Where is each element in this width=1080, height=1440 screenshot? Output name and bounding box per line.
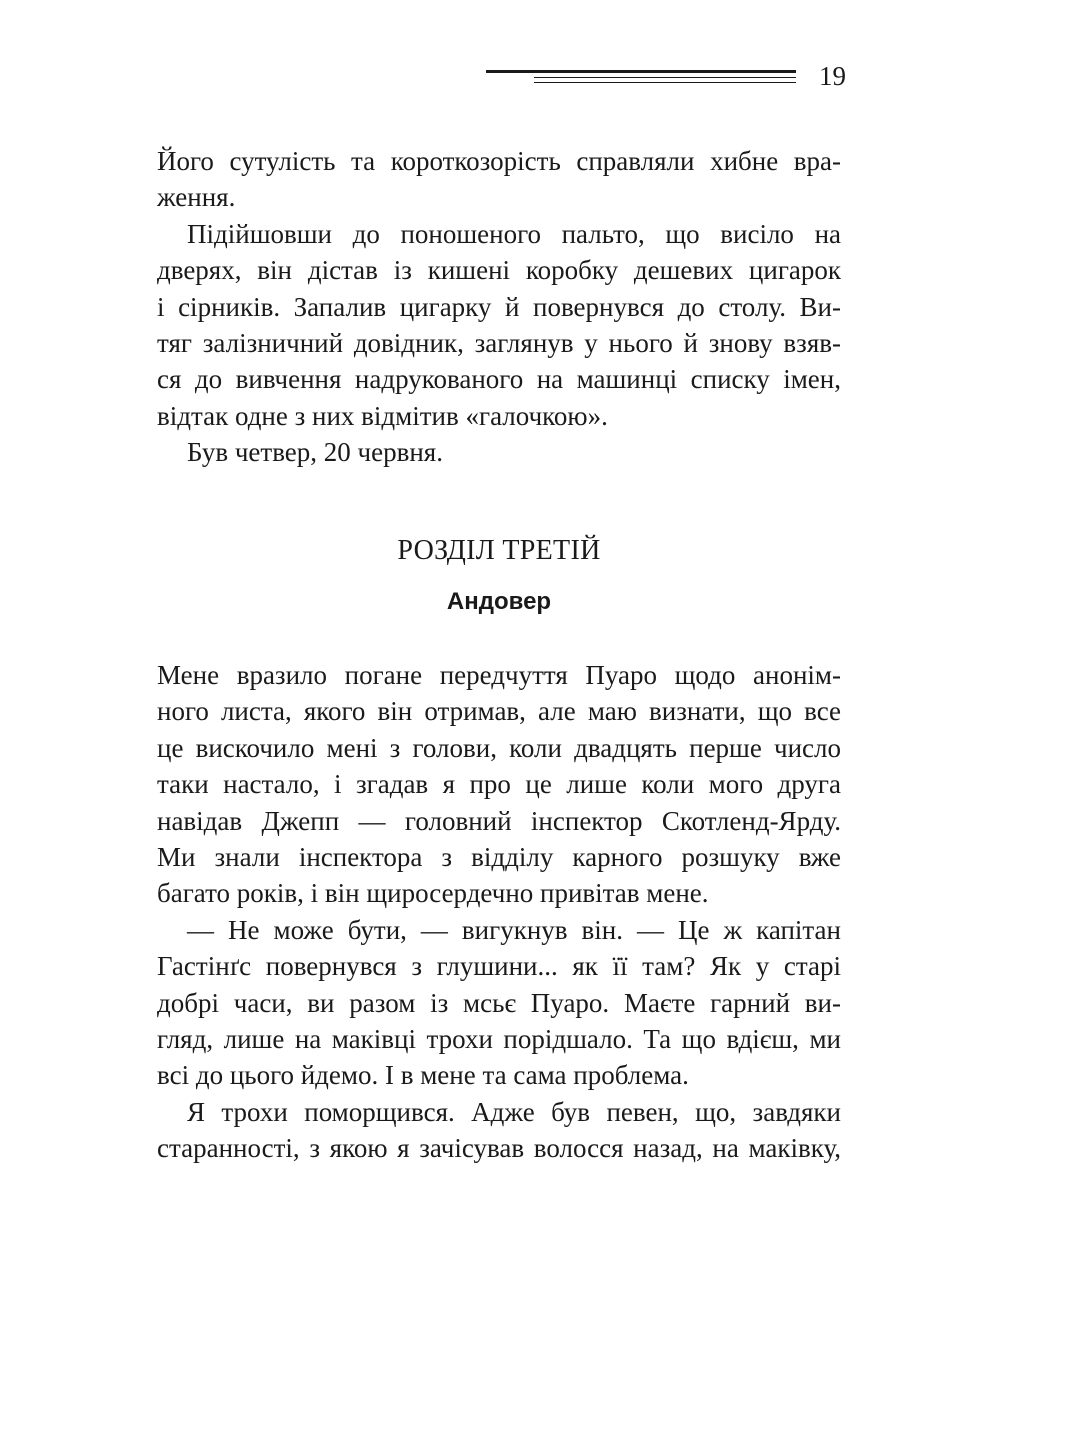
paragraph-line xyxy=(157,730,841,766)
paragraph-line xyxy=(157,839,841,875)
paragraph xyxy=(157,657,841,693)
paragraph-line xyxy=(157,693,841,729)
text-line: ного листа, якого він отримав, але маю визнати, що все xyxy=(157,696,841,727)
text-line: навідав Джепп — головний інспектор Скотленд-Ярду. xyxy=(157,805,841,836)
paragraph-line xyxy=(157,875,841,911)
text-line: гляд, лише на маківці трохи порідшало. Та що вдієш, ми xyxy=(157,1024,841,1055)
text-line: багато років, і він щиросердечно привітав мене. xyxy=(157,878,709,909)
running-header xyxy=(486,58,846,94)
text-line: Гастінґс повернувся з глушини... як її там? Як у старі xyxy=(157,951,841,982)
header-rule-thin xyxy=(534,77,796,78)
text-line: таки настало, і згадав я про це лише коли мого друга xyxy=(157,769,841,800)
text-line: Підійшовши до поношеного пальто, що висіло на xyxy=(187,218,841,249)
paragraph-line xyxy=(157,948,841,984)
text-line: — Не може бути, — вигукнув він. — Це ж капітан xyxy=(187,914,841,945)
text-line: ження. xyxy=(157,182,236,213)
paragraph-line xyxy=(157,398,841,434)
text-line: всі до цього йдемо. І в мене та сама проблема. xyxy=(157,1060,689,1091)
paragraph-line xyxy=(157,766,841,802)
body-text-section-one xyxy=(157,143,841,471)
text-line: тяг залізничний довідник, заглянув у нього й знову взяв- xyxy=(157,328,841,359)
chapter-title: РОЗДІЛ ТРЕТІЙ xyxy=(397,535,601,566)
paragraph-line xyxy=(157,289,841,325)
text-line: Його сутулість та короткозорість справляли хибне вра- xyxy=(157,146,841,176)
paragraph-line xyxy=(157,325,841,361)
paragraph xyxy=(157,912,841,948)
text-line: відтак одне з них відмітив «галочкою». xyxy=(157,400,608,431)
paragraph xyxy=(157,434,841,470)
header-rule-thin xyxy=(534,82,796,83)
text-line: Був четвер, 20 червня. xyxy=(187,437,443,468)
text-line: Ми знали інспектора з відділу карного розшуку вже xyxy=(157,842,841,873)
paragraph-line xyxy=(157,1057,841,1093)
paragraph-line xyxy=(157,985,841,1021)
text-line: і сірників. Запалив цигарку й повернувся до столу. Ви- xyxy=(157,291,841,322)
page-number: 19 xyxy=(819,61,846,91)
paragraph-line xyxy=(157,1021,841,1057)
paragraph-line xyxy=(157,252,841,288)
text-line: дверях, він дістав із кишені коробку дешевих цигарок xyxy=(157,255,841,286)
paragraph xyxy=(157,216,841,252)
chapter-subtitle: Андовер xyxy=(446,588,552,615)
paragraph xyxy=(157,143,841,179)
paragraph xyxy=(157,179,841,215)
header-rule-thick xyxy=(486,70,796,73)
text-line: Я трохи поморщився. Адже був певен, що, завдяки xyxy=(187,1096,841,1127)
text-line: Мене вразило погане передчуття Пуаро щодо анонім- xyxy=(157,660,841,690)
text-line: ся до вивчення надрукованого на машинці списку імен, xyxy=(157,364,841,395)
paragraph xyxy=(157,1094,841,1130)
body-text-section-two xyxy=(157,657,841,1167)
text-line: це вискочило мені з голови, коли двадцять перше число xyxy=(157,732,841,763)
paragraph-line xyxy=(157,361,841,397)
text-line: старанності, з якою я зачісував волосся назад, на маківку, xyxy=(157,1133,841,1164)
text-line: добрі часи, ви разом із мсьє Пуаро. Маєте гарний ви- xyxy=(157,987,841,1018)
paragraph-line xyxy=(157,1130,841,1166)
paragraph-line xyxy=(157,803,841,839)
